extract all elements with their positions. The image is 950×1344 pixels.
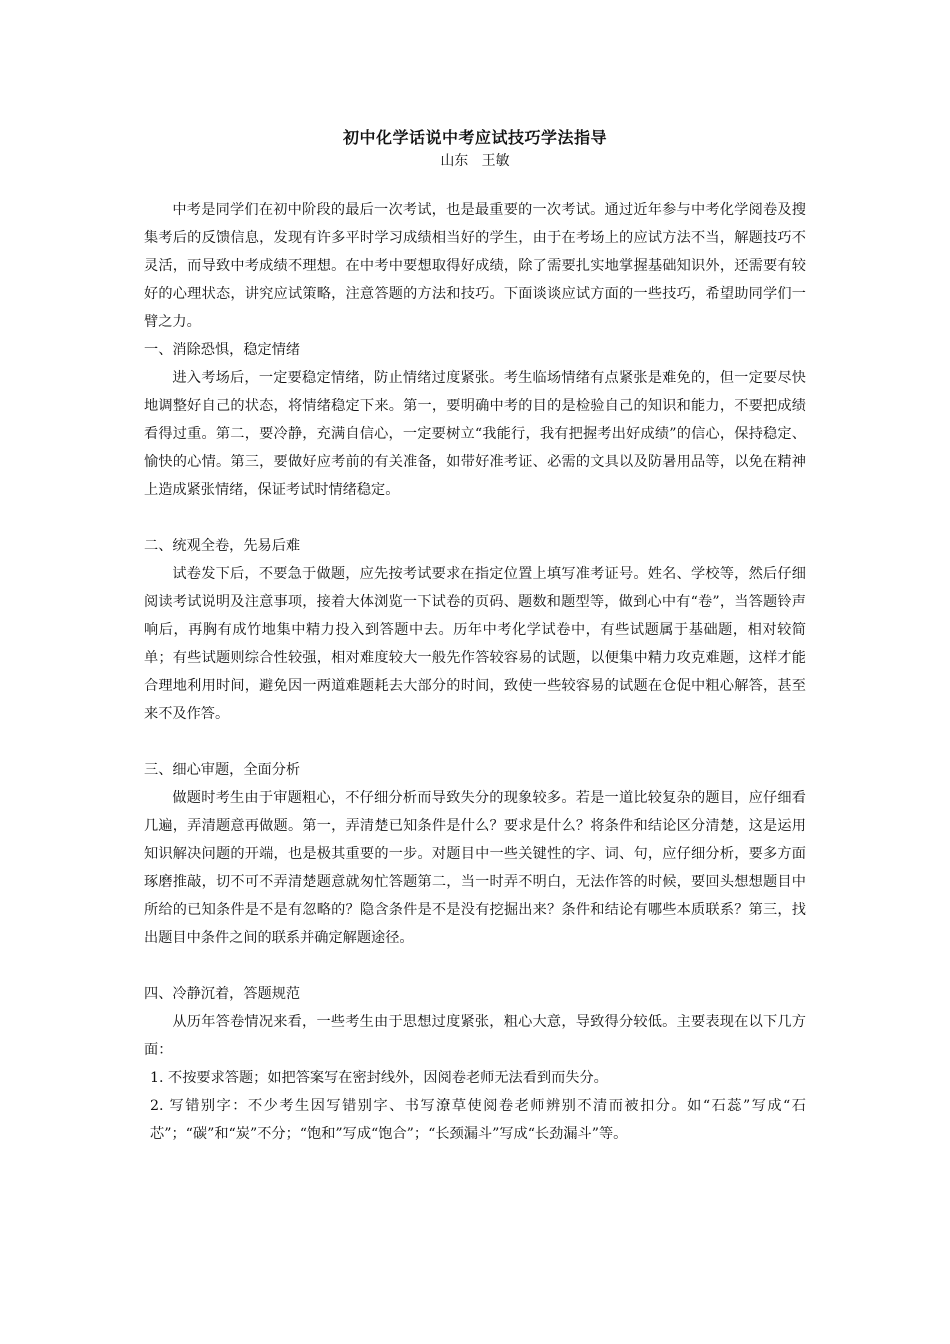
section-body-2: 试卷发下后，不要急于做题，应先按考试要求在指定位置上填写准考证号。姓名、学校等，然后仔细阅读考试说明及注意事项，接着大体浏览一下试卷的页码、题数和题型等，做到心中有“卷”，当答题铃声响后，再胸有成竹地集中精力投入到答题中去。历年中考化学试卷中，有些试题属于基础题，相对较简单；有些试题则综合性较强，相对难度较大一般先作答较容易的试题，以便集中精力攻克难题，这样才能合理地利用时间，避免因一两道难题耗去大部分的时间，致使一些较容易的试题在仓促中粗心解答，甚至来不及作答。: [144, 566, 806, 722]
section-heading-2: 二、统观全卷，先易后难: [144, 538, 301, 554]
section-heading-1: 一、消除恐惧，稳定情绪: [144, 342, 301, 358]
document-page: [144, 128, 806, 1148]
author-line: 山东 王敏: [440, 153, 510, 169]
list-item-1: 1. 不按要求答题；如把答案写在密封线外，因阅卷老师无法看到而失分。: [150, 1070, 608, 1086]
list-item-2: 2. 写错别字：不少考生因写错别字、书写潦草使阅卷老师辨别不清而被扣分。如“石蕊”写成“石芯”；“碳”和“炭”不分；“饱和”写成“饱合”；“长颈漏斗”写成“长劲漏斗”等。: [150, 1098, 806, 1142]
intro-paragraph: 中考是同学们在初中阶段的最后一次考试，也是最重要的一次考试。通过近年参与中考化学阅卷及搜集考后的反馈信息，发现有许多平时学习成绩相当好的学生，由于在考场上的应试方法不当，解题技巧不灵活，而导致中考成绩不理想。在中考中要想取得好成绩，除了需要扎实地掌握基础知识外，还需要有较好的心理状态，讲究应试策略，注意答题的方法和技巧。下面谈谈应试方面的一些技巧，希望助同学们一臂之力。: [144, 202, 806, 330]
document-title: 初中化学话说中考应试技巧学法指导: [342, 128, 607, 147]
section-body-3: 做题时考生由于审题粗心，不仔细分析而导致失分的现象较多。若是一道比较复杂的题目，应仔细看几遍，弄清题意再做题。第一，弄清楚已知条件是什么？要求是什么？将条件和结论区分清楚，这是运用知识解决问题的开端，也是极其重要的一步。对题目中一些关键性的字、词、句，应仔细分析，要多方面琢磨推敲，切不可不弄清楚题意就匆忙答题第二，当一时弄不明白，无法作答的时候，要回头想想题目中所给的已知条件是不是有忽略的？隐含条件是不是没有挖掘出来？条件和结论有哪些本质联系？第三，找出题目中条件之间的联系并确定解题途径。: [144, 790, 806, 946]
section-body-1: 进入考场后，一定要稳定情绪，防止情绪过度紧张。考生临场情绪有点紧张是难免的，但一定要尽快地调整好自己的状态，将情绪稳定下来。第一，要明确中考的目的是检验自己的知识和能力，不要把成绩看得过重。第二，要冷静，充满自信心，一定要树立“我能行，我有把握考出好成绩”的信心，保持稳定、愉快的心情。第三，要做好应考前的有关准备，如带好准考证、必需的文具以及防暑用品等，以免在精神上造成紧张情绪，保证考试时情绪稳定。: [144, 370, 806, 498]
section-heading-4: 四、冷静沉着，答题规范: [144, 986, 301, 1002]
section-heading-3: 三、细心审题，全面分析: [144, 762, 301, 778]
section-body-4: 从历年答卷情况来看，一些考生由于思想过度紧张，粗心大意，导致得分较低。主要表现在以下几方面：: [144, 1014, 806, 1058]
